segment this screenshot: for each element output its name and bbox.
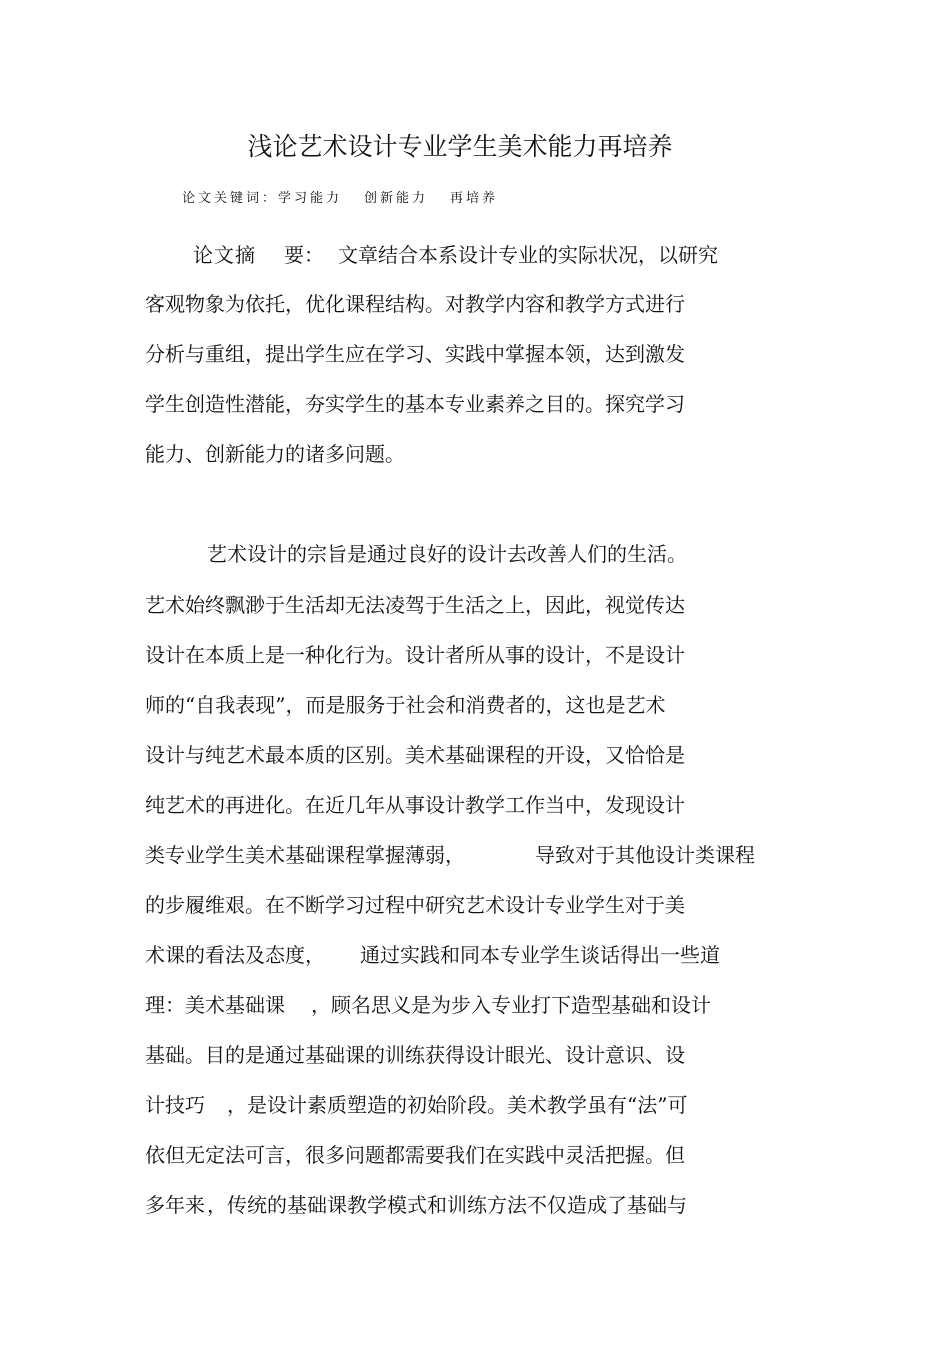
body-line: 设计与纯艺术最本质的区别。美术基础课程的开设，又恰恰是: [145, 743, 685, 767]
abstract-line: 能力、创新能力的诸多问题。: [145, 442, 405, 466]
body-text: ，是设计素质塑造的初始阶段。美术教学虽有“法”可: [227, 1093, 688, 1117]
abstract-line: 客观物象为依托，优化课程结构。对教学内容和教学方式进行: [145, 292, 685, 316]
body-line: 师的“自我表现”，而是服务于社会和消费者的，这也是艺术: [145, 693, 666, 717]
body-text: 导致对于其他设计类课程: [535, 843, 755, 867]
body-text: 通过实践和同本专业学生谈话得出一些道: [360, 943, 720, 967]
body-line: [145, 991, 711, 1019]
body-line: 的步履维艰。在不断学习过程中研究艺术设计专业学生对于美: [145, 893, 685, 917]
abstract-line: [193, 241, 718, 269]
body-line: [145, 841, 755, 869]
body-line: [145, 941, 720, 969]
abstract-text: 文章结合本系设计专业的实际状况，以研究: [338, 243, 718, 267]
body-text: ，顾名思义是为步入专业打下造型基础和设计: [311, 993, 711, 1017]
body-text: 计技巧: [145, 1093, 205, 1117]
keyword-item: 学习能力: [278, 191, 343, 206]
body-line: [145, 1191, 687, 1219]
body-line: [145, 1091, 688, 1119]
body-line: 艺术设计的宗旨是通过良好的设计去改善人们的生活。: [207, 542, 687, 566]
keyword-item: 创新能力: [364, 191, 429, 206]
body-text: 多年来: [145, 1193, 205, 1217]
body-line: 依但无定法可言，很多问题都需要我们在实践中灵活把握。但: [145, 1143, 685, 1167]
body-line: 基础。目的是通过基础课的训练获得设计眼光、设计意识、设: [145, 1043, 685, 1067]
body-text: 术课的看法及态度，: [145, 943, 325, 967]
body-line: 纯艺术的再进化。在近几年从事设计教学工作当中，发现设计: [145, 793, 685, 817]
abstract-line: 学生创造性潜能，夯实学生的基本专业素养之目的。探究学习: [145, 392, 685, 416]
abstract-label-tail: 要：: [284, 243, 324, 267]
body-text: ，传统的基础课教学模式和训练方法不仅造成了基础与: [207, 1193, 687, 1217]
abstract-label: 论文摘: [193, 243, 256, 267]
keyword-item: 再培养: [450, 191, 499, 206]
body-text: 类专业学生美术基础课程掌握薄弱，: [145, 843, 465, 867]
body-line: 设计在本质上是一种化行为。设计者所从事的设计，不是设计: [145, 643, 685, 667]
body-line: 艺术始终飘渺于生活却无法凌驾于生活之上，因此，视觉传达: [145, 593, 685, 617]
paper-title: 浅论艺术设计专业学生美术能力再培养: [247, 132, 673, 161]
body-text: 理：美术基础课: [145, 993, 285, 1017]
abstract-line: 分析与重组，提出学生应在学习、实践中掌握本领，达到激发: [145, 342, 685, 366]
keywords-line: [182, 189, 498, 209]
keywords-label: 论文关键词：: [182, 191, 279, 206]
